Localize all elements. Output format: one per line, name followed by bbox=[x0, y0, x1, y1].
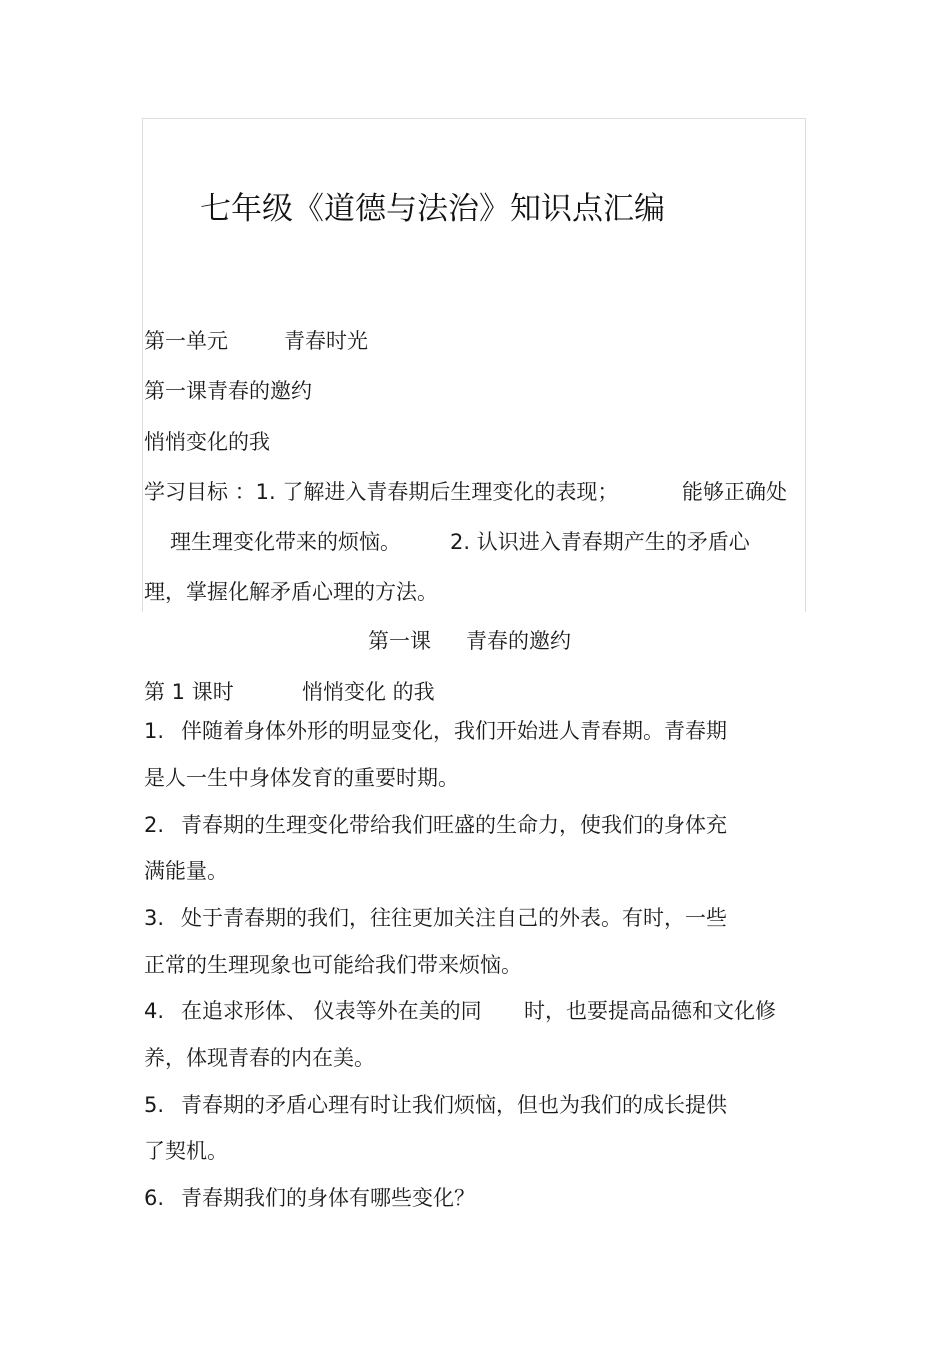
objectives-line-2b: 2. 认识进入青春期产生的矛盾心 bbox=[450, 530, 750, 554]
unit-name: 青春时光 bbox=[284, 329, 368, 353]
point-2-line-1: 青春期的生理变化带给我们旺盛的生命力，使我们的身体充 bbox=[181, 813, 727, 837]
point-3-line-2: 正常的生理现象也可能给我们带来烦恼。 bbox=[144, 953, 522, 977]
lesson-line: 第一课青春的邀约 bbox=[144, 379, 312, 403]
point-4-line-1b: 时，也要提高品德和文化修 bbox=[524, 999, 776, 1023]
period-name: 悄悄变化 的我 bbox=[302, 680, 435, 704]
point-2-line-2: 满能量。 bbox=[144, 859, 228, 883]
point-1-number: 1. bbox=[144, 719, 165, 743]
period-label: 第 1 课时 bbox=[144, 680, 234, 704]
point-5-line-1: 青春期的矛盾心理有时让我们烦恼，但也为我们的成长提供 bbox=[181, 1093, 727, 1117]
document-title: 七年级《道德与法治》知识点汇编 bbox=[200, 191, 665, 227]
lesson-heading-name: 青春的邀约 bbox=[466, 629, 571, 653]
point-5-number: 5. bbox=[144, 1093, 165, 1117]
point-3-number: 3. bbox=[144, 906, 165, 930]
point-4-line-1: 在追求形体、 仪表等外在美的同 bbox=[181, 999, 482, 1023]
point-6-line-1: 青春期我们的身体有哪些变化？ bbox=[181, 1186, 475, 1210]
objectives-line-1b: 能够正确处 bbox=[682, 480, 787, 504]
point-5-line-2: 了契机。 bbox=[144, 1139, 228, 1163]
point-6-number: 6. bbox=[144, 1186, 165, 1210]
objectives-line-1a: 学习目标 ：1. 了解进入青春期后生理变化的表现； bbox=[144, 480, 619, 504]
point-1-line-2: 是人一生中身体发育的重要时期。 bbox=[144, 766, 459, 790]
unit-label: 第一单元 bbox=[144, 329, 228, 353]
topic-line: 悄悄变化的我 bbox=[144, 430, 270, 454]
point-1-line-1: 伴随着身体外形的明显变化，我们开始进人青春期。青春期 bbox=[181, 719, 727, 743]
objectives-line-3: 理，掌握化解矛盾心理的方法。 bbox=[144, 580, 438, 604]
lesson-heading-label: 第一课 bbox=[368, 629, 431, 653]
objectives-line-2a: 理生理变化带来的烦恼。 bbox=[170, 530, 401, 554]
point-3-line-1: 处于青春期的我们，往往更加关注自己的外表。有时，一些 bbox=[181, 906, 727, 930]
point-2-number: 2. bbox=[144, 813, 165, 837]
point-4-line-2: 养，体现青春的内在美。 bbox=[144, 1046, 375, 1070]
point-4-number: 4. bbox=[144, 999, 165, 1023]
